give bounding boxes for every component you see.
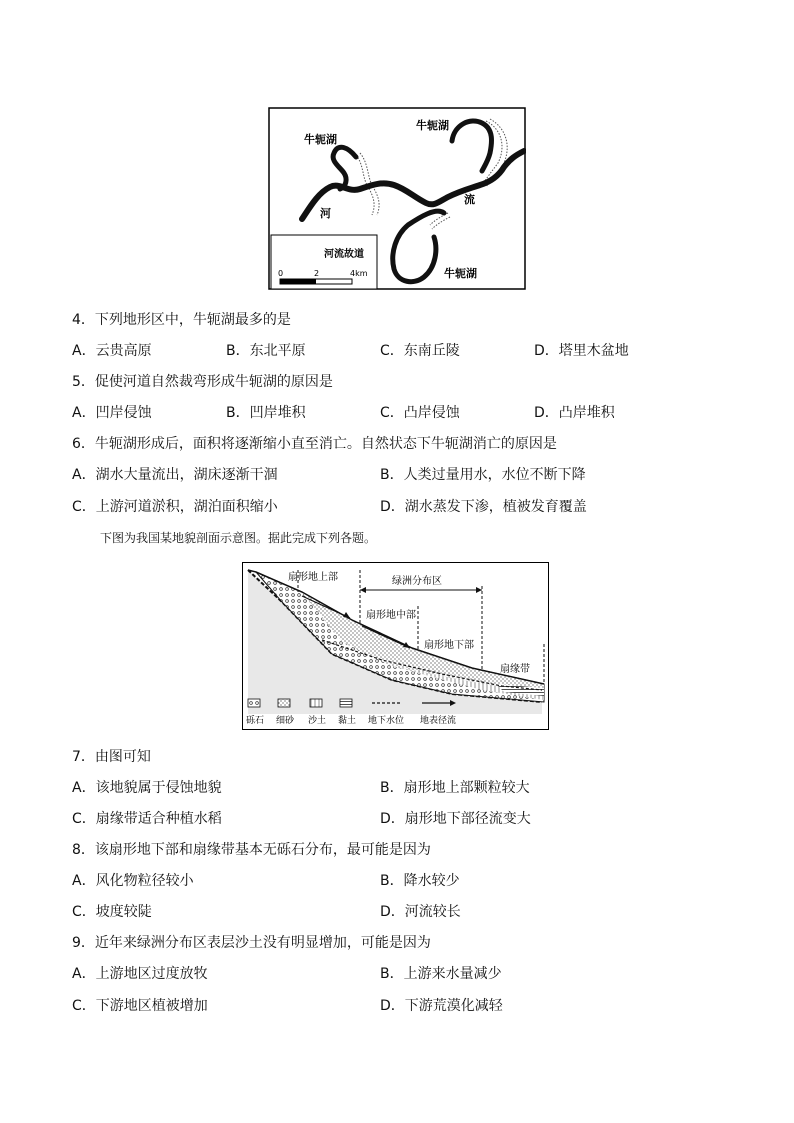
- q5-option-c[interactable]: C．凸岸侵蚀: [380, 405, 460, 421]
- q8-option-a[interactable]: A．风化物粒径较小: [72, 873, 194, 889]
- scale-bar-fill: [280, 279, 316, 284]
- q5-stem: 5．促使河道自然裁弯形成牛轭湖的原因是: [72, 374, 333, 390]
- legend-label-groundwater: 地下水位: [368, 716, 405, 726]
- label-fan-edge: 扇缘带: [500, 664, 530, 675]
- oxbow-map-svg: [268, 107, 526, 290]
- q4-option-c[interactable]: C．东南丘陵: [380, 343, 460, 359]
- q5-option-b[interactable]: B．凹岸堆积: [226, 405, 306, 421]
- q4-stem: 4．下列地形区中，牛轭湖最多的是: [72, 312, 291, 328]
- q6-stem: 6．牛轭湖形成后，面积将逐渐缩小直至消亡。自然状态下牛轭湖消亡的原因是: [72, 436, 557, 452]
- q9-option-b[interactable]: B．上游来水量减少: [380, 966, 502, 982]
- q6-option-d[interactable]: D．湖水蒸发下渗，植被发育覆盖: [380, 499, 587, 515]
- label-fan-middle: 扇形地中部: [366, 610, 416, 621]
- legend-swatch-gravel: [248, 699, 260, 707]
- q4-option-d[interactable]: D．塔里木盆地: [534, 343, 629, 359]
- legend-swatch-silt: [310, 699, 322, 707]
- legend-swatch-clay: [340, 699, 352, 707]
- alluvial-fan-profile: [242, 562, 549, 730]
- legend-label-sand: 细砂: [276, 716, 295, 726]
- scale-0: 0: [278, 269, 284, 278]
- q8-option-b[interactable]: B．降水较少: [380, 873, 460, 889]
- q8-stem: 8．该扇形地下部和扇缘带基本无砾石分布，最可能是因为: [72, 842, 431, 858]
- q8-option-c[interactable]: C．坡度较陡: [72, 904, 152, 920]
- legend-label-clay: 黏土: [338, 716, 357, 726]
- label-fan-upper: 扇形地上部: [288, 572, 338, 583]
- oxbow-lake-map: [268, 107, 526, 290]
- legend-swatch-sand: [278, 699, 290, 707]
- q7-stem: 7．由图可知: [72, 749, 151, 765]
- q9-option-d[interactable]: D．下游荒漠化减轻: [380, 998, 503, 1014]
- q5-option-a[interactable]: A．凹岸侵蚀: [72, 405, 152, 421]
- q6-option-b[interactable]: B．人类过量用水，水位不断下降: [380, 467, 586, 483]
- q5-option-d[interactable]: D．凸岸堆积: [534, 405, 615, 421]
- q6-option-c[interactable]: C．上游河道淤积，湖泊面积缩小: [72, 499, 278, 515]
- q8-option-d[interactable]: D．河流较长: [380, 904, 461, 920]
- scale-2: 2: [314, 269, 320, 278]
- label-oasis-zone: 绿洲分布区: [392, 576, 442, 587]
- q7-option-c[interactable]: C．扇缘带适合种植水稻: [72, 811, 222, 827]
- label-oxbow-2: 牛轭湖: [416, 119, 449, 132]
- q9-stem: 9．近年来绿洲分布区表层沙土没有明显增加，可能是因为: [72, 935, 431, 951]
- q9-option-a[interactable]: A．上游地区过度放牧: [72, 966, 208, 982]
- legend-old-channel-label: 河流故道: [324, 249, 364, 260]
- q7-option-b[interactable]: B．扇形地上部颗粒较大: [380, 780, 530, 796]
- legend-label-runoff: 地表径流: [420, 716, 457, 726]
- q9-option-c[interactable]: C．下游地区植被增加: [72, 998, 208, 1014]
- q6-option-a[interactable]: A．湖水大量流出，湖床逐渐干涸: [72, 467, 278, 483]
- legend-label-gravel: 砾石: [246, 716, 265, 726]
- q7-option-d[interactable]: D．扇形地下部径流变大: [380, 811, 531, 827]
- q4-option-b[interactable]: B．东北平原: [226, 343, 306, 359]
- label-river-he: 河: [320, 207, 331, 220]
- label-oxbow-1: 牛轭湖: [304, 133, 337, 146]
- label-fan-lower: 扇形地下部: [424, 640, 474, 651]
- q7-option-a[interactable]: A．该地貌属于侵蚀地貌: [72, 780, 222, 796]
- legend-label-silt: 沙土: [308, 716, 327, 726]
- label-oxbow-3: 牛轭湖: [444, 267, 477, 280]
- label-river-liu: 流: [464, 193, 475, 206]
- fan-intro-text: 下图为我国某地貌剖面示意图。据此完成下列各题。: [100, 531, 377, 545]
- q4-option-a[interactable]: A．云贵高原: [72, 343, 152, 359]
- scale-4km: 4km: [350, 269, 368, 278]
- fan-profile-svg: [242, 562, 549, 730]
